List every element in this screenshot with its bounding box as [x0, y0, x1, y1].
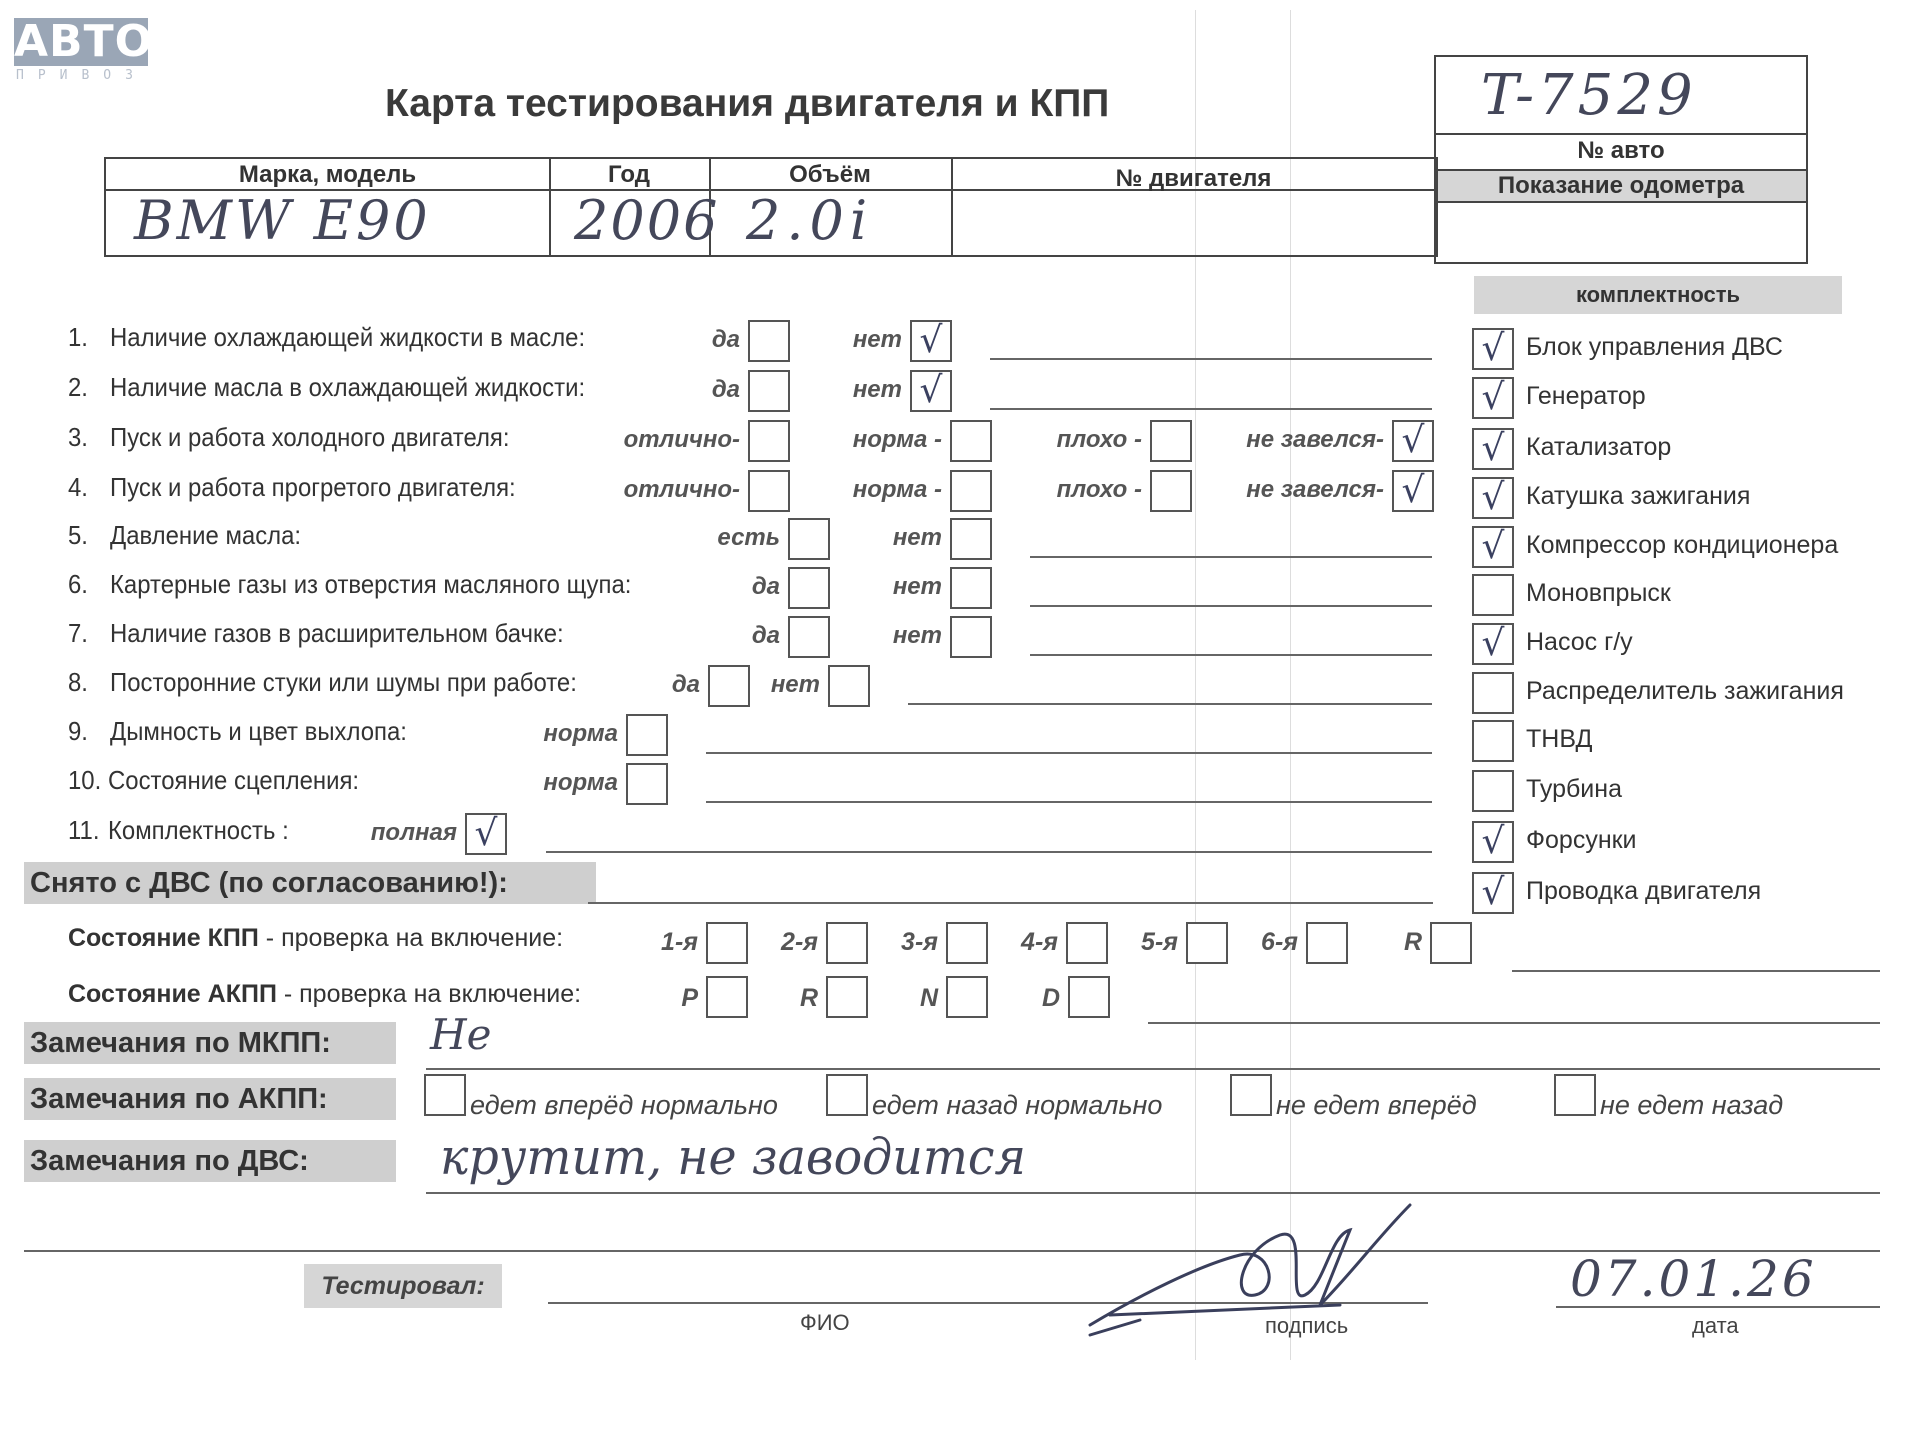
check-option-box[interactable]: √	[1392, 420, 1434, 462]
check-option-box[interactable]	[1150, 470, 1192, 512]
check-option-label: нет	[852, 376, 902, 403]
check-option-box[interactable]	[626, 763, 668, 805]
completeness-checkbox[interactable]: √	[1472, 526, 1514, 568]
date-caption: дата	[1692, 1313, 1739, 1338]
fio-caption: ФИО	[800, 1310, 850, 1335]
removed-label-bar	[24, 862, 596, 904]
check-option-label: норма -	[852, 476, 942, 503]
check-option-label: плохо -	[1056, 476, 1142, 503]
check-label: Посторонние стуки или шумы при работе:	[110, 667, 577, 697]
check-option-box[interactable]	[950, 518, 992, 560]
completeness-item-label: Моновпрыск	[1526, 579, 1671, 607]
completeness-item-label: Компрессор кондиционера	[1526, 531, 1839, 559]
kpp-gear-label: 3-я	[901, 928, 938, 956]
completeness-checkbox[interactable]: √	[1472, 821, 1514, 863]
check-label: Картерные газы из отверстия масляного щупа:	[110, 569, 632, 599]
check-number: 9.	[68, 716, 88, 746]
mkpp-remarks-value: Не	[430, 1010, 492, 1059]
completeness-title: комплектность	[1575, 282, 1741, 307]
volume-header: Объём	[789, 161, 871, 188]
auto-number-box	[1434, 55, 1808, 264]
check-option-box[interactable]	[708, 665, 750, 707]
kpp-gear-box[interactable]	[946, 922, 988, 964]
check-option-box[interactable]	[950, 420, 992, 462]
check-option-label: норма	[543, 720, 618, 747]
check-option-label: нет	[852, 326, 902, 353]
dvs-remarks-label-bar	[24, 1140, 396, 1182]
kpp-gear-box[interactable]	[1306, 922, 1348, 964]
check-number: 1.	[68, 322, 88, 352]
check-option-box[interactable]: √	[910, 320, 952, 362]
check-option-label: да	[751, 622, 780, 649]
make-header: Марка, модель	[238, 161, 417, 188]
mkpp-remarks-label: Замечания по МКПП:	[30, 1027, 331, 1059]
akpp-remark-checkbox[interactable]	[826, 1074, 868, 1116]
kpp-gear-box[interactable]	[1066, 922, 1108, 964]
page-title: Карта тестирования двигателя и КПП	[385, 82, 1110, 125]
dvs-remarks-value: крутит, не заводится	[440, 1128, 1026, 1186]
kpp-line	[1512, 970, 1880, 972]
kpp-gear-label: 1-я	[661, 928, 698, 956]
tested-label: Тестировал:	[321, 1272, 485, 1300]
akpp-gear-box[interactable]	[946, 976, 988, 1018]
mkpp-remarks-line	[426, 1068, 1880, 1070]
check-option-box[interactable]	[748, 320, 790, 362]
akpp-remark-checkbox[interactable]	[1554, 1074, 1596, 1116]
akpp-gear-label: D	[1041, 984, 1060, 1012]
check-notes-line	[1030, 605, 1432, 607]
signature	[1080, 1195, 1420, 1345]
check-label: Пуск и работа холодного двигателя:	[110, 422, 510, 452]
check-option-label: нет	[892, 622, 942, 649]
car-info-table	[104, 157, 1438, 257]
auto-number-handwritten: T-7529	[1481, 63, 1697, 128]
dvs-remarks-line	[426, 1192, 1880, 1194]
completeness-checkbox[interactable]: √	[1472, 477, 1514, 519]
kpp-label: Состояние КПП - проверка на включение:	[68, 924, 564, 952]
completeness-item-label: Блок управления ДВС	[1526, 333, 1783, 361]
akpp-gear-label: P	[681, 984, 698, 1012]
check-option-label: нет	[770, 671, 820, 698]
completeness-item-label: Генератор	[1526, 382, 1646, 410]
check-option-label: отлично-	[623, 476, 740, 503]
dvs-remarks-label: Замечания по ДВС:	[30, 1145, 309, 1177]
check-notes-line	[546, 851, 1432, 853]
check-number: 11.	[68, 815, 100, 845]
check-option-box[interactable]: √	[910, 370, 952, 412]
completeness-item-label: Катализатор	[1526, 433, 1672, 461]
check-option-label: нет	[892, 524, 942, 551]
check-number: 2.	[68, 372, 88, 402]
completeness-item-label: Форсунки	[1526, 826, 1637, 854]
date-value: 07.01.26	[1570, 1250, 1817, 1308]
completeness-checkbox[interactable]	[1472, 672, 1514, 714]
check-option-label: полная	[370, 819, 457, 846]
check-label: Наличие газов в расширительном бачке:	[110, 618, 564, 648]
completeness-checkbox[interactable]: √	[1472, 377, 1514, 419]
completeness-item-label: ТНВД	[1526, 725, 1593, 753]
odometer-label: Показание одометра	[1497, 172, 1745, 199]
akpp-remark-option: не едет вперёд	[1276, 1090, 1477, 1120]
check-option-box[interactable]	[788, 616, 830, 658]
akpp-gear-label: R	[799, 984, 818, 1012]
check-notes-line	[990, 358, 1432, 360]
check-notes-line	[908, 703, 1432, 705]
check-label: Наличие масла в охлаждающей жидкости:	[110, 372, 586, 402]
completeness-checkbox[interactable]: √	[1472, 872, 1514, 914]
check-option-box[interactable]	[748, 470, 790, 512]
volume-value: 2.0i	[746, 189, 874, 252]
check-number: 6.	[68, 569, 88, 599]
check-number: 8.	[68, 667, 88, 697]
akpp-remark-option: едет вперёд нормально	[470, 1090, 778, 1120]
mkpp-remarks-label-bar	[24, 1022, 396, 1064]
check-label: Пуск и работа прогретого двигателя:	[110, 472, 516, 502]
check-label: Комплектность :	[108, 815, 289, 845]
check-option-box[interactable]: √	[465, 813, 507, 855]
completeness-checkbox[interactable]	[1472, 770, 1514, 812]
completeness-item-label: Распределитель зажигания	[1526, 677, 1844, 705]
check-option-box[interactable]	[950, 567, 992, 609]
akpp-remark-checkbox[interactable]	[424, 1074, 466, 1116]
check-option-box[interactable]	[950, 470, 992, 512]
kpp-gear-box[interactable]	[706, 922, 748, 964]
check-option-box[interactable]	[950, 616, 992, 658]
tested-label-bar	[304, 1264, 502, 1308]
completeness-item-label: Проводка двигателя	[1526, 877, 1762, 905]
akpp-remark-checkbox[interactable]	[1230, 1074, 1272, 1116]
akpp-remarks-label-bar	[24, 1078, 396, 1120]
check-option-box[interactable]	[626, 714, 668, 756]
check-option-box[interactable]: √	[1392, 470, 1434, 512]
completeness-checkbox[interactable]	[1472, 720, 1514, 762]
completeness-checkbox[interactable]: √	[1472, 428, 1514, 470]
check-label: Наличие охлаждающей жидкости в масле:	[110, 322, 586, 352]
check-option-label: да	[711, 376, 740, 403]
check-notes-line	[706, 801, 1432, 803]
akpp-gear-box[interactable]	[706, 976, 748, 1018]
check-number: 5.	[68, 520, 88, 550]
kpp-gear-label: 4-я	[1021, 928, 1058, 956]
completeness-checkbox[interactable]	[1472, 574, 1514, 616]
kpp-gear-label: 2-я	[781, 928, 818, 956]
completeness-item-label: Турбина	[1526, 775, 1622, 803]
check-label: Состояние сцепления:	[108, 765, 360, 795]
completeness-checkbox[interactable]: √	[1472, 623, 1514, 665]
check-option-box[interactable]	[1150, 420, 1192, 462]
check-option-box[interactable]	[828, 665, 870, 707]
odometer-header	[1436, 169, 1806, 203]
kpp-gear-label: 6-я	[1261, 928, 1298, 956]
check-option-label: есть	[717, 524, 780, 551]
signature-caption: подпись	[1265, 1313, 1349, 1338]
check-option-label: нет	[892, 573, 942, 600]
akpp-line	[1148, 1022, 1880, 1024]
completeness-item-label: Катушка зажигания	[1526, 482, 1751, 510]
check-option-label: отлично-	[623, 426, 740, 453]
check-notes-line	[1030, 556, 1432, 558]
akpp-gear-label: N	[919, 984, 938, 1012]
completeness-checkbox[interactable]: √	[1472, 328, 1514, 370]
kpp-gear-label: R	[1403, 928, 1422, 956]
year-header: Год	[608, 161, 650, 188]
check-option-label: плохо -	[1056, 426, 1142, 453]
check-option-box[interactable]	[788, 518, 830, 560]
check-number: 7.	[68, 618, 88, 648]
kpp-gear-box[interactable]	[826, 922, 868, 964]
check-notes-line	[706, 752, 1432, 754]
check-option-label: не завелся-	[1246, 476, 1384, 503]
kpp-gear-box[interactable]	[1430, 922, 1472, 964]
removed-label: Снято с ДВС (по согласованию!):	[30, 867, 508, 899]
year-value: 2006	[574, 189, 720, 252]
akpp-remark-option: едет назад нормально	[872, 1090, 1163, 1120]
akpp-gear-box[interactable]	[1068, 976, 1110, 1018]
engine-no-header: № двигателя	[1115, 165, 1272, 192]
make-value: BMW E90	[134, 189, 431, 252]
check-number: 4.	[68, 472, 88, 502]
check-notes-line	[1030, 654, 1432, 656]
check-notes-line	[990, 408, 1432, 410]
akpp-remark-option: не едет назад	[1600, 1090, 1784, 1120]
logo: АВТО	[14, 16, 154, 67]
check-option-label: да	[671, 671, 700, 698]
check-option-label: да	[711, 326, 740, 353]
check-option-box[interactable]	[748, 370, 790, 412]
akpp-label: Состояние АКПП - проверка на включение:	[68, 980, 582, 1008]
akpp-gear-box[interactable]	[826, 976, 868, 1018]
check-number: 10.	[68, 765, 102, 795]
kpp-gear-label: 5-я	[1141, 928, 1178, 956]
check-label: Дымность и цвет выхлопа:	[110, 716, 407, 746]
check-option-label: норма	[543, 769, 618, 796]
logo-subtitle: ПРИВОЗ	[16, 68, 147, 83]
check-option-box[interactable]	[748, 420, 790, 462]
check-number: 3.	[68, 422, 88, 452]
completeness-header	[1474, 276, 1842, 314]
completeness-item-label: Насос г/у	[1526, 628, 1633, 656]
akpp-remarks-label: Замечания по АКПП:	[30, 1083, 328, 1115]
check-option-label: норма -	[852, 426, 942, 453]
check-option-box[interactable]	[788, 567, 830, 609]
check-label: Давление масла:	[110, 520, 302, 550]
auto-number-label: № авто	[1577, 137, 1665, 164]
check-option-label: да	[751, 573, 780, 600]
check-option-label: не завелся-	[1246, 426, 1384, 453]
removed-line	[588, 902, 1433, 904]
kpp-gear-box[interactable]	[1186, 922, 1228, 964]
